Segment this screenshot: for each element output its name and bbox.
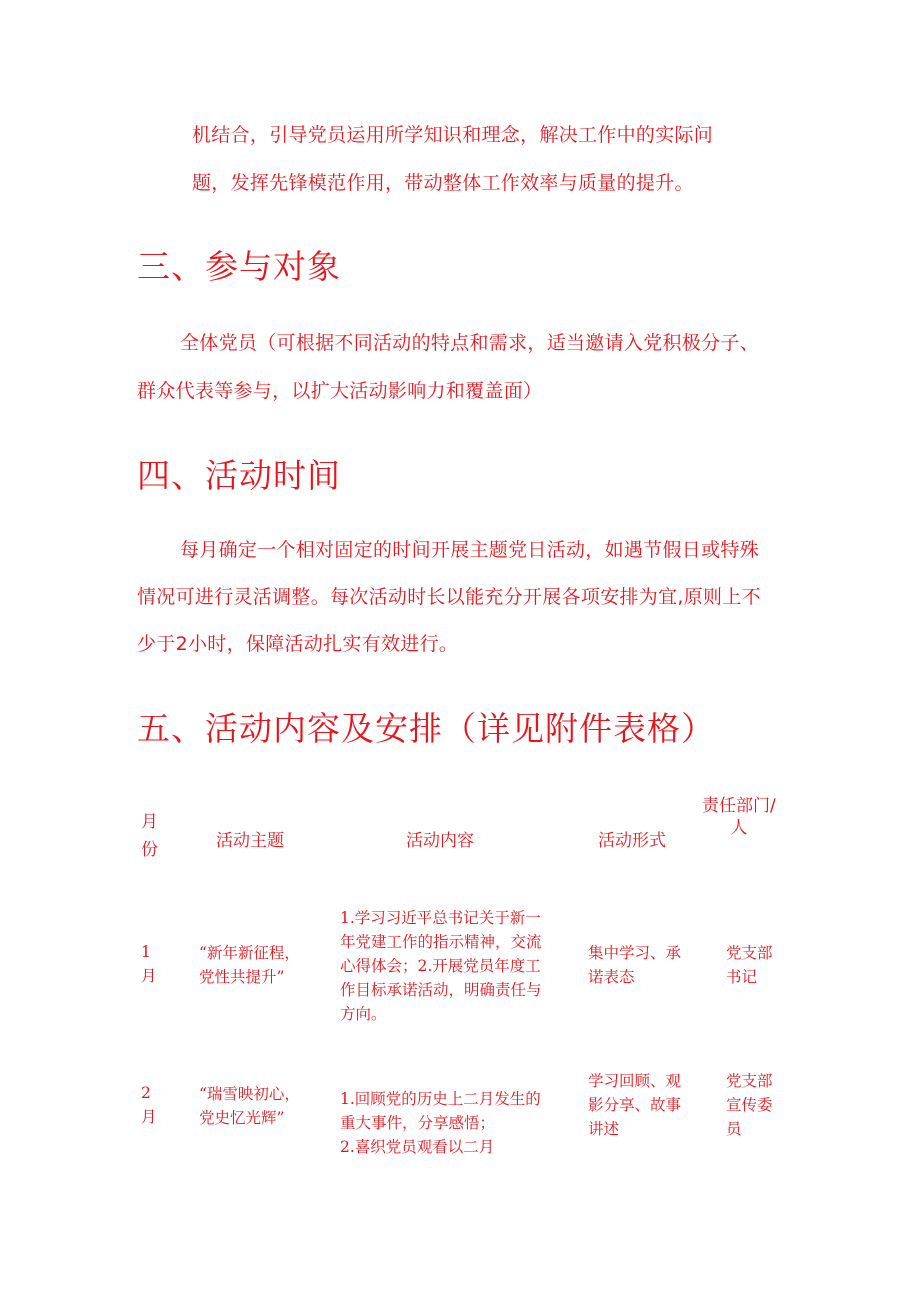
row1-month: 1 月 <box>141 943 157 985</box>
participants-line-1: 全体党员（可根据不同活动的特点和需求，适当邀请入党积极分子、 <box>180 332 760 354</box>
time-line-1: 每月确定一个相对固定的时间开展主题党日活动，如遇节假日或特殊 <box>180 539 760 561</box>
row1-content: 1.学习习近平总书记关于新一 年党建工作的指示精神，交流 心得体会；2.开展党员年度工 作目标承诺活动，明确责任与 方向。 <box>340 909 542 1023</box>
row2-content: 1.回顾党的历史上二月发生的 重大事件，分享感悟； 2.喜织党员观看以二月 <box>340 1090 541 1156</box>
participants-line-2: 群众代表等参与，以扩大活动影响力和覆盖面） <box>137 380 543 402</box>
table-header-form: 活动形式 <box>598 831 666 851</box>
table-header-theme: 活动主题 <box>216 831 284 851</box>
row2-form: 学习回顾、观 影分享、故事 讲述 <box>588 1072 682 1138</box>
intro-line-2: 题，发挥先锋模范作用，带动整体工作效率与质量的提升。 <box>192 172 694 194</box>
intro-line-1: 机结合，引导党员运用所学知识和理念，解决工作中的实际问 <box>192 124 714 146</box>
table-header-owner: 责任部门/ 人 <box>702 796 776 838</box>
table-header-month: 月 份 <box>141 812 158 860</box>
row2-theme: “瑞雪映初心， 党史忆光辉” <box>199 1085 300 1127</box>
row2-month: 2 月 <box>141 1084 157 1126</box>
section-heading-activities: 五、活动内容及安排（详见附件表格） <box>137 709 715 748</box>
row1-theme: “新年新征程， 党性共提升” <box>199 944 300 986</box>
time-line-3: 少于2小时，保障活动扎实有效进行。 <box>137 633 459 655</box>
row2-owner: 党支部 宣传委 员 <box>726 1072 773 1138</box>
table-header-content: 活动内容 <box>406 831 474 851</box>
time-line-2: 情况可进行灵活调整。每次活动时长以能充分开展各项安排为宜,原则上不 <box>137 586 761 608</box>
section-heading-time: 四、活动时间 <box>137 456 341 495</box>
section-heading-participants: 三、参与对象 <box>137 247 341 286</box>
row1-form: 集中学习、承 诺表态 <box>588 944 682 986</box>
row1-owner: 党支部 书记 <box>726 944 773 986</box>
